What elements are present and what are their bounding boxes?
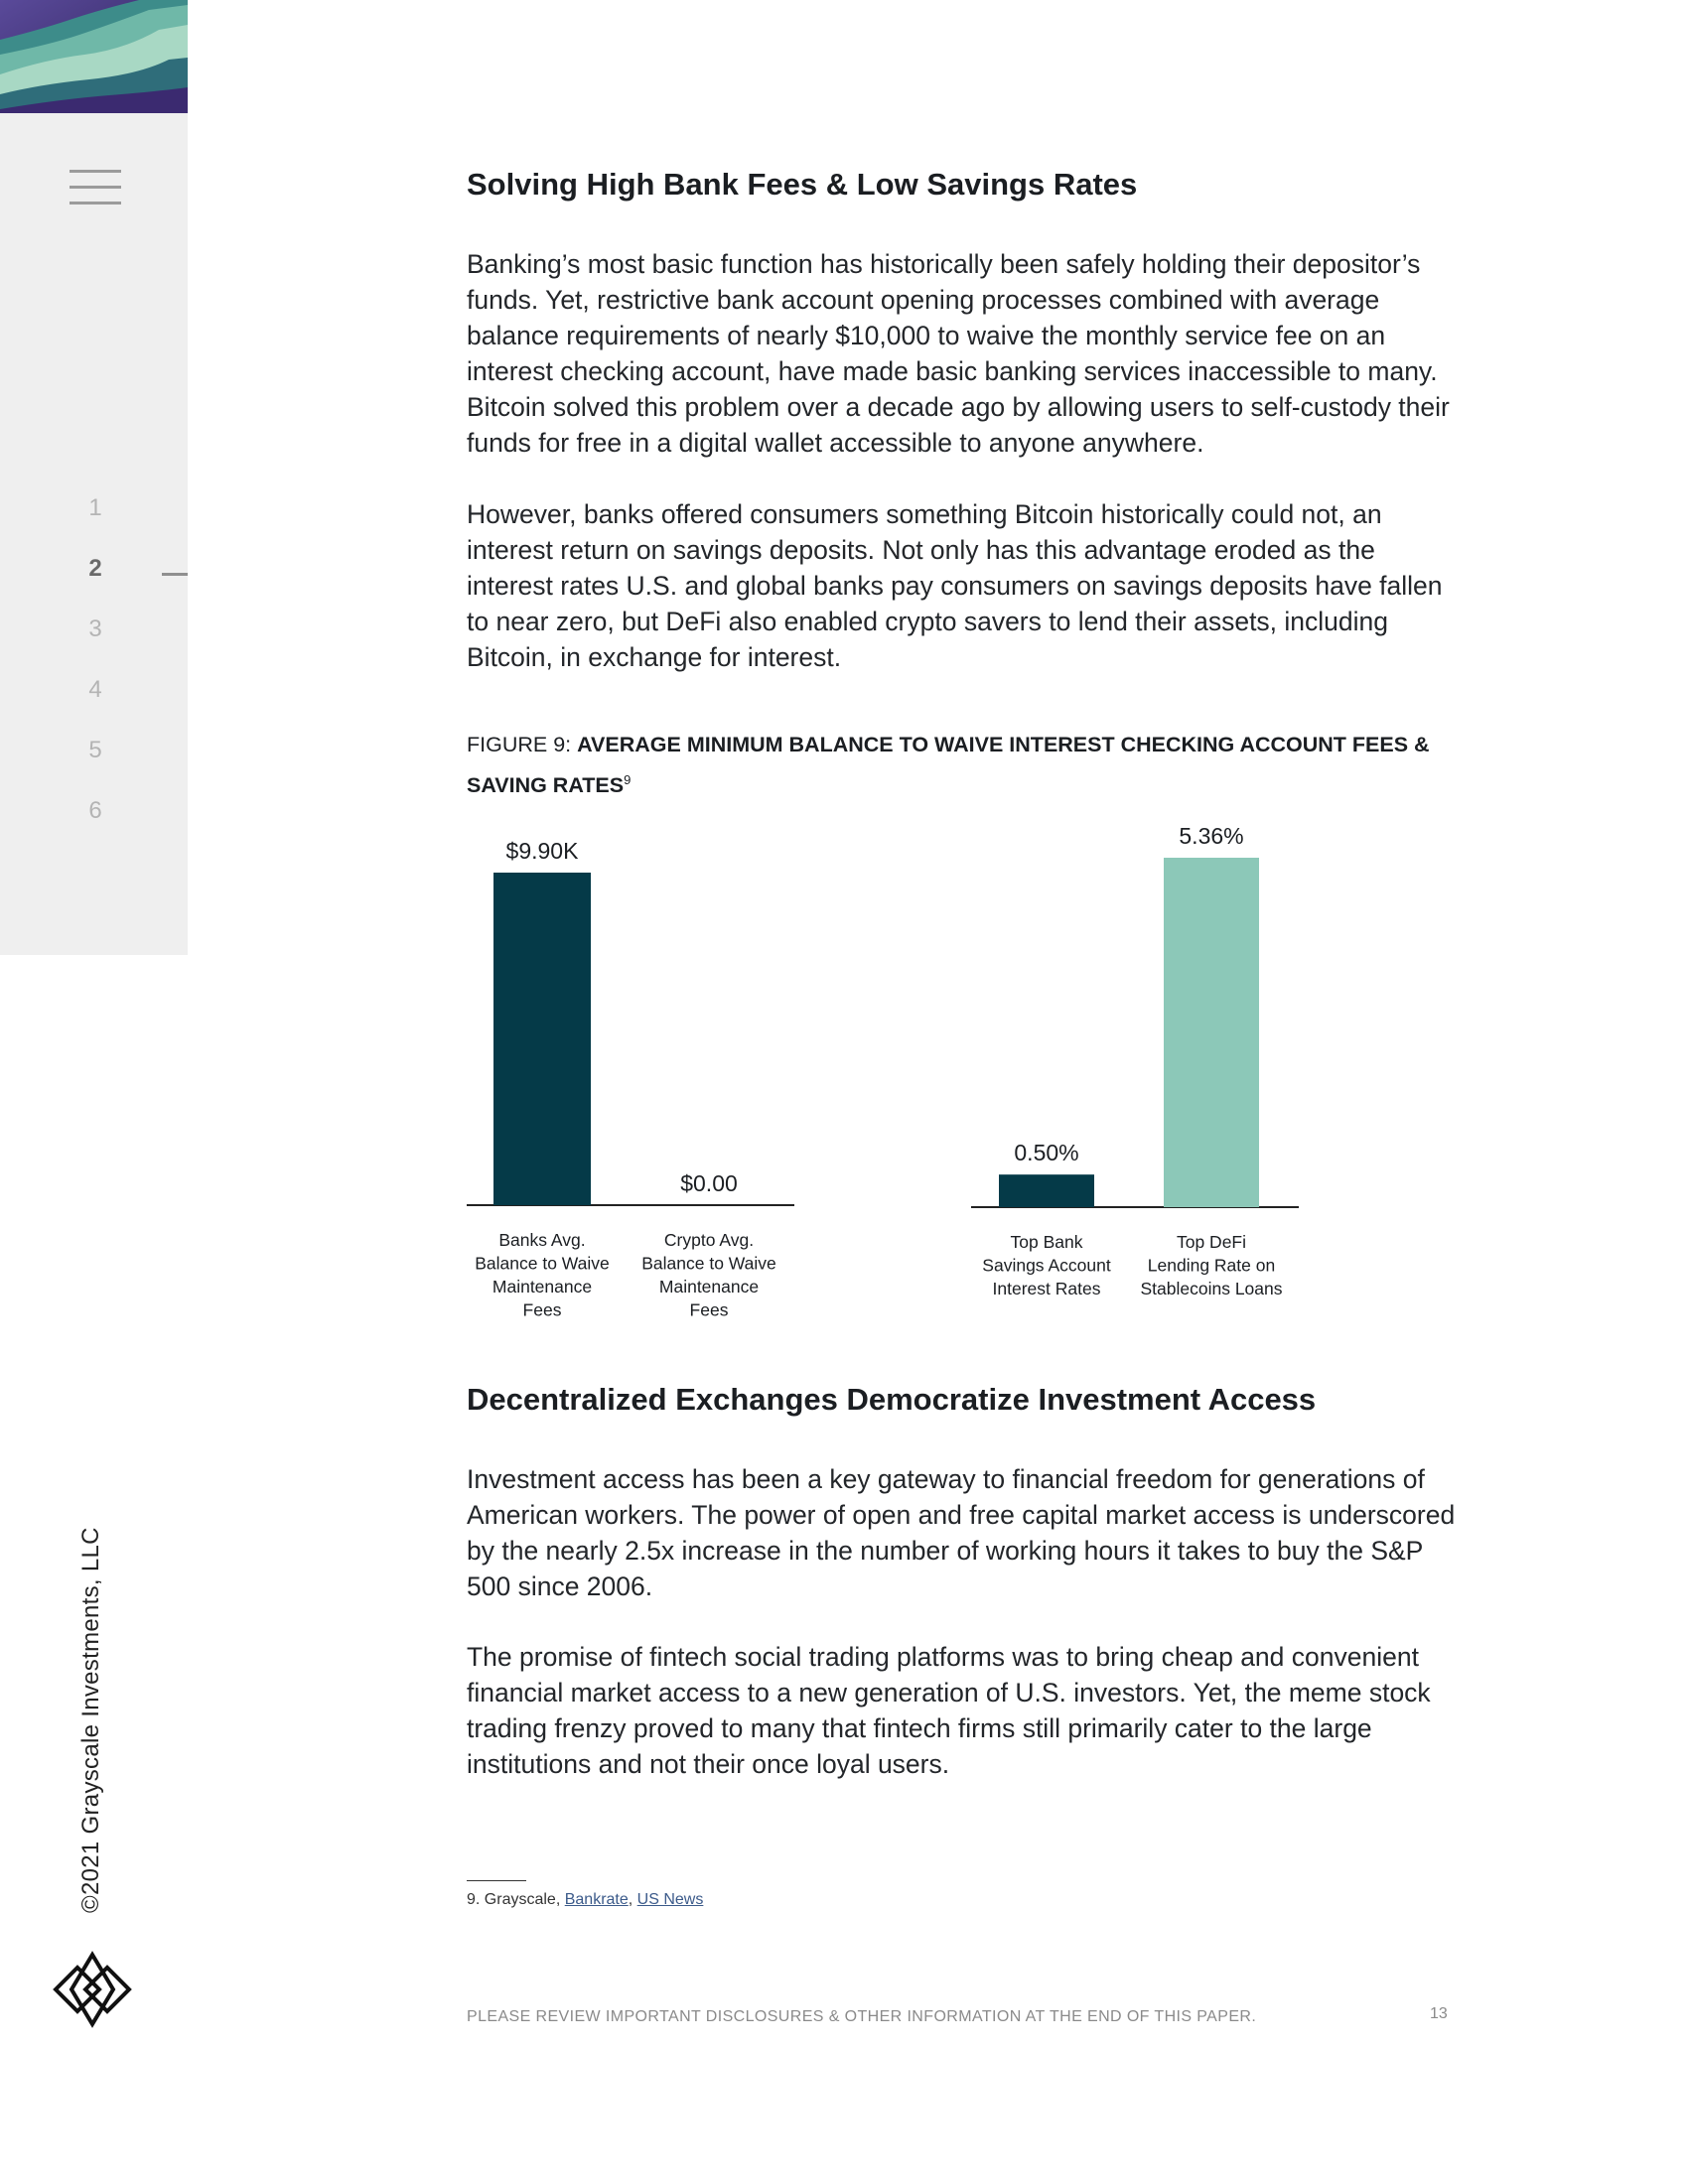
grayscale-logo-icon <box>52 1951 133 2028</box>
chart-1-category-label-1: Banks Avg. Balance to Waive Maintenance Fees <box>475 1230 610 1320</box>
chart-2-bar-2 <box>1164 858 1259 1207</box>
chart-1-value-label-2: $0.00 <box>680 1170 738 1196</box>
page-link-5[interactable]: 5 <box>88 737 102 763</box>
footnote-divider <box>467 1880 526 1881</box>
chart-1-category-label-2: Crypto Avg. Balance to Waive Maintenance Fees <box>641 1230 776 1320</box>
footnote-link-bankrate[interactable]: Bankrate <box>564 1891 629 1908</box>
footnote-prefix: 9. Grayscale, <box>467 1891 561 1908</box>
section-heading-bank-fees: Solving High Bank Fees & Low Savings Rates <box>467 167 1138 202</box>
footer-disclaimer: PLEASE REVIEW IMPORTANT DISCLOSURES & OTHER INFORMATION AT THE END OF THIS PAPER. <box>467 2008 1257 2025</box>
chart-2-bar-1 <box>999 1174 1094 1207</box>
copyright-text: ©2021 Grayscale Investments, LLC <box>77 1527 104 1913</box>
hamburger-menu-icon[interactable] <box>70 170 121 207</box>
active-page-marker <box>162 573 188 576</box>
paragraph-banking-function: Banking’s most basic function has historically been safely holding their depositor’s funds. Yet, restrictive bank account opening processes combined with average balance requirements of nearly $10,000 to waive the monthly service fee on an interest checking account, have made basic banking services inaccessible to many. Bitcoin solved this problem over a decade ago by allowing users to self-custody their funds for free in a digital wallet accessible to anyone anywhere. <box>467 249 1450 458</box>
paragraph-interest-return: However, banks offered consumers something Bitcoin historically could not, an interest return on savings deposits. Not only has this advantage eroded as the interest rates U.S. and global banks pay consumers on savings deposits have fallen to near zero, but DeFi also enabled crypto savers to lend their assets, including Bitcoin, in exchange for interest. <box>467 499 1443 672</box>
footnote-link-us-news[interactable]: US News <box>636 1891 704 1908</box>
sidebar <box>0 0 188 955</box>
figure-9-bar-chart <box>467 814 1460 1330</box>
section-heading-dex: Decentralized Exchanges Democratize Investment Access <box>467 1382 1317 1417</box>
page-link-1[interactable]: 1 <box>88 494 102 521</box>
chart-2-value-label-2: 5.36% <box>1179 823 1244 849</box>
chart-2-value-label-1: 0.50% <box>1014 1140 1079 1166</box>
chart-1-bar-1 <box>493 873 591 1205</box>
page-link-4[interactable]: 4 <box>88 676 102 703</box>
page-number: 13 <box>1430 2005 1448 2022</box>
page-link-3[interactable]: 3 <box>88 615 102 642</box>
figure-title: AVERAGE MINIMUM BALANCE TO WAIVE INTEREST CHECKING ACCOUNT FEES & SAVING RATES <box>467 733 1430 798</box>
header-artwork <box>0 0 188 113</box>
chart-1-value-label-1: $9.90K <box>505 838 579 864</box>
page-link-2[interactable]: 2 <box>88 555 102 582</box>
chart-2-category-label-2: Top DeFi Lending Rate on Stablecoins Loans <box>1140 1232 1283 1298</box>
figure-caption <box>467 728 1460 803</box>
paragraph-fintech-promise: The promise of fintech social trading platforms was to bring cheap and convenient financial market access to a new generation of U.S. investors. Yet, the meme stock trading frenzy proved to many that fintech firms still primarily cater to the large institutions and not their once loyal users. <box>467 1642 1431 1779</box>
page-link-6[interactable]: 6 <box>88 797 102 824</box>
footnote-separator: , <box>628 1891 633 1908</box>
chart-2-category-label-1: Top Bank Savings Account Interest Rates <box>982 1232 1111 1298</box>
footnote-9 <box>467 1891 703 1909</box>
paragraph-investment-access: Investment access has been a key gateway to financial freedom for generations of American workers. The power of open and free capital market access is underscored by the nearly 2.5x increase in the number of working hours it takes to buy the S&P 500 since 2006. <box>467 1464 1456 1601</box>
figure-label: FIGURE 9: <box>467 733 572 756</box>
figure-footnote-ref: 9 <box>624 772 632 787</box>
